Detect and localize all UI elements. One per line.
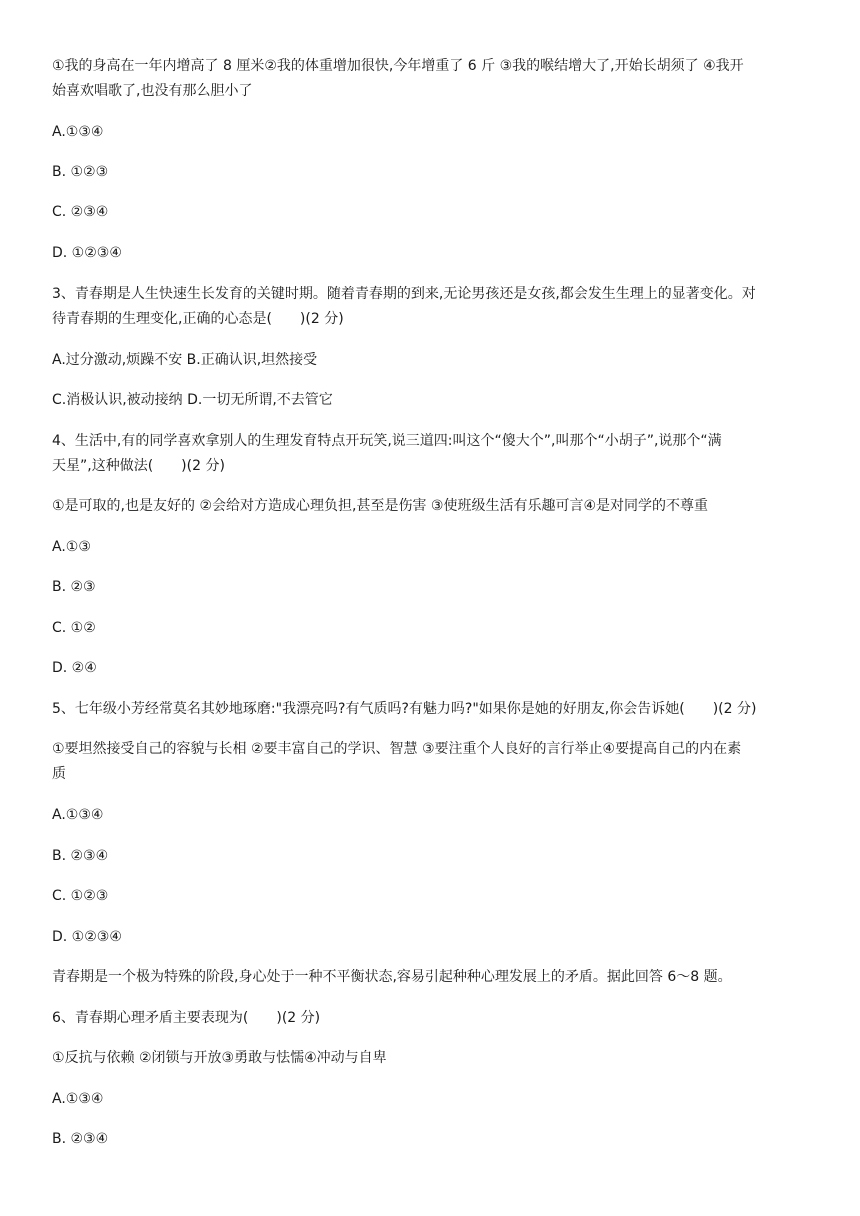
q5-statements-line1: ①要坦然接受自己的容貌与长相 ②要丰富自己的学识、智慧 ③要注重个人良好的言行举止④要提高自己的内在素 xyxy=(52,741,742,757)
passage-6-8: 青春期是一个极为特殊的阶段,身心处于一种不平衡状态,容易引起种种心理发展上的矛盾。据此回答 6～8 题。 xyxy=(52,969,732,985)
q5-option-a: A.①③④ xyxy=(52,807,104,823)
q6-option-a: A.①③④ xyxy=(52,1091,104,1107)
q3-options-ab: A.过分激动,烦躁不安 B.正确认识,坦然接受 xyxy=(52,352,318,368)
q2-statements-line2: 始喜欢唱歌了,也没有那么胆小了 xyxy=(52,83,253,99)
q2-option-d: D. ①②③④ xyxy=(52,245,122,261)
q4-option-b: B. ②③ xyxy=(52,579,96,595)
q5-statements-line2: 质 xyxy=(52,766,66,782)
q4-option-d: D. ②④ xyxy=(52,660,97,676)
q6-option-b: B. ②③④ xyxy=(52,1131,109,1147)
q4-option-c: C. ①② xyxy=(52,620,96,636)
q3-stem-line2: 待青春期的生理变化,正确的心态是( )(2 分) xyxy=(52,311,344,327)
q2-option-a: A.①③④ xyxy=(52,124,104,140)
q4-option-a: A.①③ xyxy=(52,539,91,555)
q2-statements-line1: ①我的身高在一年内增高了 8 厘米②我的体重增加很快,今年增重了 6 斤 ③我的喉结增大了,开始长胡须了 ④我开 xyxy=(52,58,744,74)
q4-stem-line2: 天星”,这种做法( )(2 分) xyxy=(52,458,225,474)
q6-stem: 6、青春期心理矛盾主要表现为( )(2 分) xyxy=(52,1010,321,1026)
q2-option-c: C. ②③④ xyxy=(52,204,109,220)
q5-option-d: D. ①②③④ xyxy=(52,929,122,945)
q4-statements: ①是可取的,也是友好的 ②会给对方造成心理负担,甚至是伤害 ③使班级生活有乐趣可言④是对同学的不尊重 xyxy=(52,498,709,514)
q2-option-b: B. ①②③ xyxy=(52,164,109,180)
q5-stem: 5、七年级小芳经常莫名其妙地琢磨:"我漂亮吗?有气质吗?有魅力吗?"如果你是她的好朋友,你会告诉她( )(2 分) xyxy=(52,701,757,717)
q3-options-cd: C.消极认识,被动接纳 D.一切无所谓,不去管它 xyxy=(52,392,333,408)
q4-stem-line1: 4、生活中,有的同学喜欢拿别人的生理发育特点开玩笑,说三道四:叫这个“傻大个”,叫那个“小胡子”,说那个“满 xyxy=(52,433,722,449)
q5-option-c: C. ①②③ xyxy=(52,888,109,904)
q6-statements: ①反抗与依赖 ②闭锁与开放③勇敢与怯懦④冲动与自卑 xyxy=(52,1050,387,1066)
q5-option-b: B. ②③④ xyxy=(52,848,109,864)
q3-stem-line1: 3、青春期是人生快速生长发育的关键时期。随着青春期的到来,无论男孩还是女孩,都会发生生理上的显著变化。对 xyxy=(52,286,756,302)
